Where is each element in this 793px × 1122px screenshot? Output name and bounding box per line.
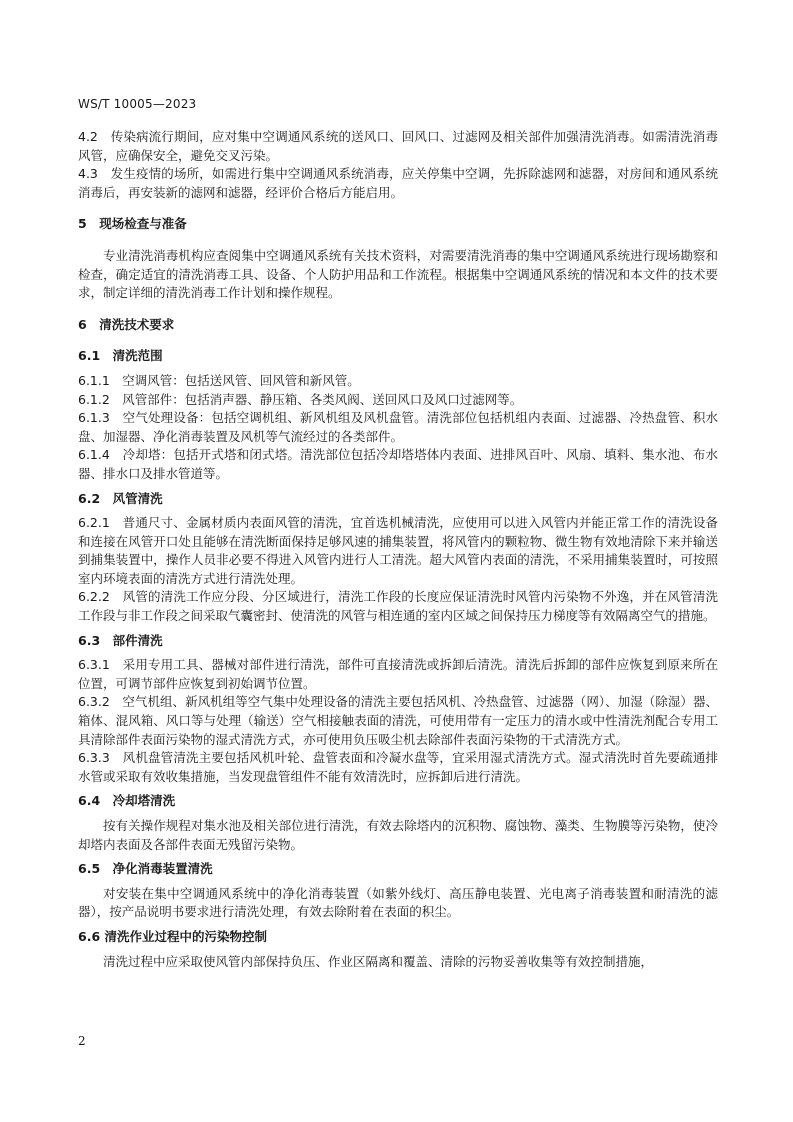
doc-header-code: WS/T 10005—2023	[78, 97, 197, 111]
clause-6-1-2: 6.1.2 风管部件：包括消声器、静压箱、各类风阀、送回风口及风口过滤网等。	[78, 391, 523, 407]
section-heading-6-6: 6.6 清洗作业过程中的污染物控制	[78, 928, 267, 944]
section-heading-5: 5 现场检查与准备	[78, 216, 187, 232]
clause-4-3: 4.3 发生疫情的场所，如需进行集中空调通风系统消毒，应关停集中空调，先拆除滤网和滤器，对房间和通风系统消毒后，再安装新的滤网和滤器，经评价合格后方能启用。	[78, 166, 718, 200]
section-heading-6-4: 6.4 冷却塔清洗	[78, 793, 176, 809]
clause-6-3-3: 6.3.3 风机盘管清洗主要包括风机叶轮、盘管表面和冷凝水盘等，宜采用湿式清洗方式。湿式清洗时首先要疏通排水管或采取有效收集措施，当发现盘管组件不能有效清洗时，应拆卸后进行清洗。	[78, 750, 718, 784]
section-heading-6-5: 6.5 净化消毒装置清洗	[78, 861, 213, 877]
section-6-6-body: 清洗过程中应采取使风管内部保持负压、作业区隔离和覆盖、清除的污物妥善收集等有效控制措施，	[103, 953, 654, 969]
clause-6-1-1: 6.1.1 空调风管：包括送风管、回风管和新风管。	[78, 372, 360, 388]
clause-4-2: 4.2 传染病流行期间，应对集中空调通风系统的送风口、回风口、过滤网及相关部件加强清洗消毒。如需清洗消毒风管，应确保安全，避免交叉污染。	[78, 129, 718, 163]
section-6-4-body: 按有关操作规程对集水池及相关部位进行清洗，有效去除塔内的沉积物、腐蚀物、藻类、生物膜等污染物，使冷却塔内表面及各部件表面无残留污染物。	[78, 818, 718, 852]
clause-6-1-3: 6.1.3 空气处理设备：包括空调机组、新风机组及风机盘管。清洗部位包括机组内表面、过滤器、冷热盘管、积水盘、加湿器、净化消毒装置及风机等气流经过的各类部件。	[78, 410, 718, 444]
section-heading-6-1: 6.1 清洗范围	[78, 348, 163, 364]
section-heading-6: 6 清洗技术要求	[78, 316, 175, 332]
page-number: 2	[78, 1034, 86, 1048]
section-heading-6-2: 6.2 风管清洗	[78, 490, 163, 506]
clause-6-2-2: 6.2.2 风管的清洗工作应分段、分区域进行，清洗工作段的长度应保证清洗时风管内污染物不外逸，并在风管清洗工作段与非工作段之间采取气囊密封、使清洗的风管与相连通的室内区域之间保持压力梯度等有效隔离空气的措施。	[78, 589, 718, 624]
clause-6-1-4: 6.1.4 冷却塔：包括开式塔和闭式塔。清洗部位包括冷却塔塔体内表面、进排风百叶、风扇、填料、集水池、布水器、排水口及排水管道等。	[78, 447, 718, 481]
section-heading-6-3: 6.3 部件清洗	[78, 632, 163, 648]
clause-6-3-1: 6.3.1 采用专用工具、器械对部件进行清洗，部件可直接清洗或拆卸后清洗。清洗后拆卸的部件应恢复到原来所在位置，可调节部件应恢复到初始调节位置。	[78, 657, 718, 691]
clause-6-3-2: 6.3.2 空气机组、新风机组等空气集中处理设备的清洗主要包括风机、冷热盘管、过滤器（网）、加湿（除湿）器、箱体、混风箱、风口等与处理（输送）空气相接触表面的清洗，可使用带有一定压力的清水或中性清洗剂配合专用工具清除部件表面污染物的湿式清洗方式，亦可使用负压吸尘机去除部件表面污染物的干式清洗方式。	[78, 694, 718, 747]
section-5-body: 专业清洗消毒机构应查阅集中空调通风系统有关技术资料，对需要清洗消毒的集中空调通风系统进行现场勘察和检查，确定适宜的清洗消毒工具、设备、个人防护用品和工作流程。根据集中空调通风系统的情况和本文件的技术要求，制定详细的清洗消毒工作计划和操作规程。	[78, 247, 718, 301]
document-body	[78, 128, 718, 971]
section-6-5-body: 对安装在集中空调通风系统中的净化消毒装置（如紫外线灯、高压静电装置、光电离子消毒装置和耐清洗的滤器），按产品说明书要求进行清洗处理，有效去除附着在表面的积尘。	[78, 885, 718, 920]
clause-6-2-1: 6.2.1 普通尺寸、金属材质内表面风管的清洗，宜首选机械清洗，应使用可以进入风管内并能正常工作的清洗设备和连接在风管开口处且能够在清洗断面保持足够风速的捕集装置，将风管内的颗粒物、微生物有效地清除下来并输送到捕集装置中，操作人员非必要不得进入风管内进行人工清洗。超大风管内表面的清洗，不采用捕集装置时，可按照室内环境表面的清洗方式进行清洗处理。	[78, 515, 718, 586]
